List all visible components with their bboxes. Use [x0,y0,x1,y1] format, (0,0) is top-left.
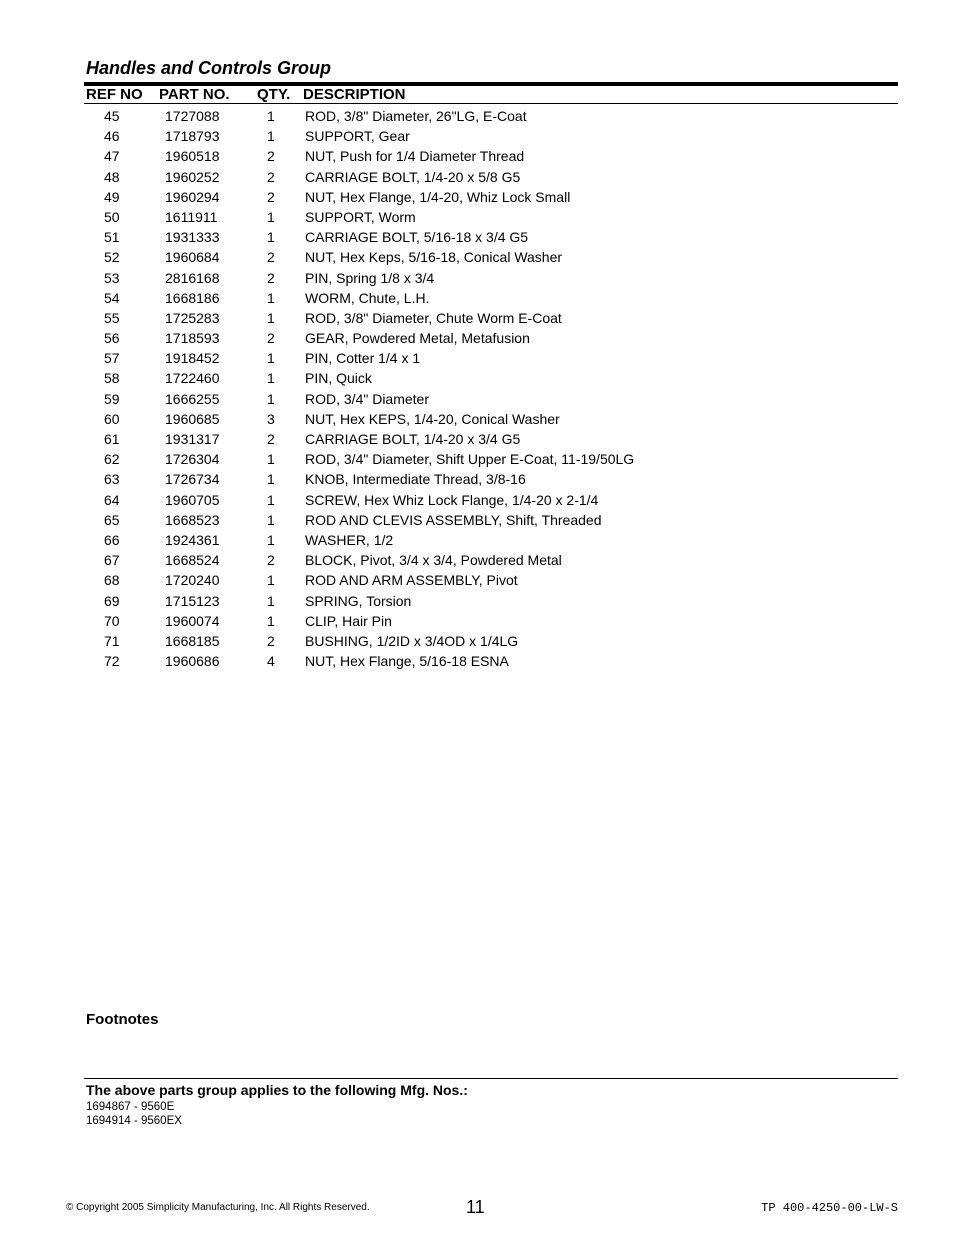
description-cell: NUT, Hex Flange, 1/4-20, Whiz Lock Small [305,188,571,205]
table-row [0,469,954,489]
ref-no-cell: 51 [104,229,120,246]
description-cell: ROD AND ARM ASSEMBLY, Pivot [305,572,518,589]
ref-no-cell: 70 [104,612,120,629]
qty-cell: 2 [267,249,275,266]
part-no-cell: 1960294 [165,188,220,205]
ref-no-cell: 46 [104,128,120,145]
table-row [0,126,954,146]
ref-no-cell: 62 [104,451,120,468]
part-no-cell: 2816168 [165,269,220,286]
ref-no-cell: 66 [104,531,120,548]
part-no-cell: 1725283 [165,309,220,326]
qty-cell: 1 [267,289,275,306]
description-cell: NUT, Hex Flange, 5/16-18 ESNA [305,653,509,670]
part-no-cell: 1726734 [165,471,220,488]
part-no-cell: 1960686 [165,653,220,670]
part-no-cell: 1960518 [165,148,220,165]
ref-no-cell: 47 [104,148,120,165]
description-cell: GEAR, Powdered Metal, Metafusion [305,330,530,347]
description-cell: PIN, Cotter 1/4 x 1 [305,350,421,367]
applies-heading: The above parts group applies to the following Mfg. Nos.: [86,1082,468,1098]
description-cell: ROD, 3/4" Diameter, Shift Upper E-Coat, 11-19/50LG [305,451,635,468]
part-no-cell: 1668185 [165,632,220,649]
table-row [0,328,954,348]
description-cell: PIN, Quick [305,370,372,387]
ref-no-cell: 49 [104,188,120,205]
part-no-cell: 1931333 [165,229,220,246]
description-cell: BLOCK, Pivot, 3/4 x 3/4, Powdered Metal [305,552,562,569]
qty-cell: 1 [267,592,275,609]
table-row [0,550,954,570]
part-no-cell: 1924361 [165,531,220,548]
table-row [0,368,954,388]
part-no-cell: 1668523 [165,511,220,528]
qty-cell: 3 [267,410,275,427]
qty-cell: 2 [267,330,275,347]
part-no-cell: 1722460 [165,370,220,387]
table-row [0,631,954,651]
part-no-cell: 1931317 [165,431,220,447]
qty-cell: 4 [267,653,275,670]
ref-no-cell: 45 [104,108,120,124]
table-row [0,409,954,429]
qty-cell: 2 [267,188,275,205]
ref-no-cell: 71 [104,632,120,649]
table-row [0,611,954,631]
page-number: 11 [466,1197,485,1217]
qty-cell: 1 [267,491,275,508]
description-cell: KNOB, Intermediate Thread, 3/8-16 [305,471,526,488]
table-row [0,651,954,671]
ref-no-cell: 63 [104,471,120,488]
part-no-cell: 1918452 [165,350,220,367]
footnotes-heading: Footnotes [86,1011,159,1028]
table-row [0,288,954,308]
table-row [0,348,954,368]
ref-no-cell: 55 [104,309,120,326]
part-no-cell: 1960685 [165,410,220,427]
ref-no-cell: 53 [104,269,120,286]
part-no-cell: 1718793 [165,128,220,145]
part-no-cell: 1668186 [165,289,220,306]
qty-cell: 1 [267,309,275,326]
description-cell: SPRING, Torsion [305,592,412,609]
qty-cell: 1 [267,531,275,548]
ref-no-cell: 64 [104,491,120,508]
table-row [0,591,954,611]
description-cell: BUSHING, 1/2ID x 3/4OD x 1/4LG [305,632,519,649]
ref-no-cell: 56 [104,330,120,347]
part-no-cell: 1718593 [165,330,220,347]
qty-cell: 1 [267,208,275,225]
col-header-part-no: PART NO. [159,86,230,103]
part-no-cell: 1960684 [165,249,220,266]
qty-cell: 1 [267,612,275,629]
ref-no-cell: 48 [104,168,120,185]
description-cell: NUT, Hex KEPS, 1/4-20, Conical Washer [305,410,560,427]
table-row [0,510,954,530]
table-row [0,167,954,187]
description-cell: NUT, Hex Keps, 5/16-18, Conical Washer [305,249,563,266]
table-row [0,207,954,227]
table-row [0,268,954,288]
ref-no-cell: 68 [104,572,120,589]
description-cell: WASHER, 1/2 [305,531,394,548]
document-id: TP 400-4250-00-LW-S [761,1201,898,1215]
description-cell: WORM, Chute, L.H. [305,289,430,306]
description-cell: ROD AND CLEVIS ASSEMBLY, Shift, Threaded [305,511,602,528]
table-row [0,449,954,469]
part-no-cell: 1720240 [165,572,220,589]
footnotes-rule [84,1078,898,1079]
table-row [0,429,954,449]
qty-cell: 2 [267,552,275,569]
table-row [0,490,954,510]
table-row [0,187,954,207]
ref-no-cell: 57 [104,350,120,367]
part-no-cell: 1960705 [165,491,220,508]
qty-cell: 2 [267,632,275,649]
part-no-cell: 1666255 [165,390,220,407]
description-cell: ROD, 3/4" Diameter [305,390,430,407]
table-row [0,570,954,590]
description-cell: ROD, 3/8" Diameter, Chute Worm E-Coat [305,309,562,326]
header-rule [84,103,898,104]
table-row [0,227,954,247]
qty-cell: 1 [267,451,275,468]
table-row [0,146,954,166]
mfg-number: 1694867 - 9560E [86,1101,175,1113]
col-header-qty: QTY. [257,86,291,103]
table-row [0,389,954,409]
qty-cell: 2 [267,148,275,165]
qty-cell: 2 [267,269,275,286]
table-row [0,530,954,550]
part-no-cell: 1960074 [165,612,220,629]
description-cell: CARRIAGE BOLT, 1/4-20 x 3/4 G5 [305,431,521,447]
ref-no-cell: 59 [104,390,120,407]
description-cell: SUPPORT, Worm [305,208,416,225]
qty-cell: 2 [267,431,275,447]
part-no-cell: 1727088 [165,108,220,124]
part-no-cell: 1726304 [165,451,220,468]
ref-no-cell: 60 [104,410,120,427]
qty-cell: 1 [267,471,275,488]
description-cell: CLIP, Hair Pin [305,612,392,629]
col-header-description: DESCRIPTION [303,86,406,103]
page-title: Handles and Controls Group [86,58,332,78]
qty-cell: 1 [267,370,275,387]
part-no-cell: 1715123 [165,592,220,609]
description-cell: SUPPORT, Gear [305,128,410,145]
part-no-cell: 1960252 [165,168,220,185]
parts-list [0,106,954,671]
table-row [0,247,954,267]
description-cell: ROD, 3/8" Diameter, 26"LG, E-Coat [305,108,527,124]
qty-cell: 1 [267,108,275,124]
description-cell: PIN, Spring 1/8 x 3/4 [305,269,435,286]
ref-no-cell: 65 [104,511,120,528]
qty-cell: 1 [267,128,275,145]
qty-cell: 1 [267,511,275,528]
part-no-cell: 1611911 [165,208,218,225]
col-header-ref-no: REF NO [86,86,143,103]
mfg-number: 1694914 - 9560EX [86,1115,182,1127]
copyright-notice: © Copyright 2005 Simplicity Manufacturing, Inc. All Rights Reserved. [66,1202,370,1213]
description-cell: CARRIAGE BOLT, 5/16-18 x 3/4 G5 [305,229,529,246]
ref-no-cell: 50 [104,208,120,225]
qty-cell: 1 [267,572,275,589]
qty-cell: 1 [267,229,275,246]
ref-no-cell: 52 [104,249,120,266]
qty-cell: 2 [267,168,275,185]
ref-no-cell: 54 [104,289,120,306]
ref-no-cell: 69 [104,592,120,609]
description-cell: SCREW, Hex Whiz Lock Flange, 1/4-20 x 2-1/4 [305,491,599,508]
qty-cell: 1 [267,350,275,367]
table-row [0,106,954,126]
ref-no-cell: 61 [104,431,120,447]
qty-cell: 1 [267,390,275,407]
ref-no-cell: 72 [104,653,120,670]
description-cell: NUT, Push for 1/4 Diameter Thread [305,148,525,165]
part-no-cell: 1668524 [165,552,220,569]
ref-no-cell: 67 [104,552,120,569]
description-cell: CARRIAGE BOLT, 1/4-20 x 5/8 G5 [305,168,521,185]
ref-no-cell: 58 [104,370,120,387]
table-row [0,308,954,328]
